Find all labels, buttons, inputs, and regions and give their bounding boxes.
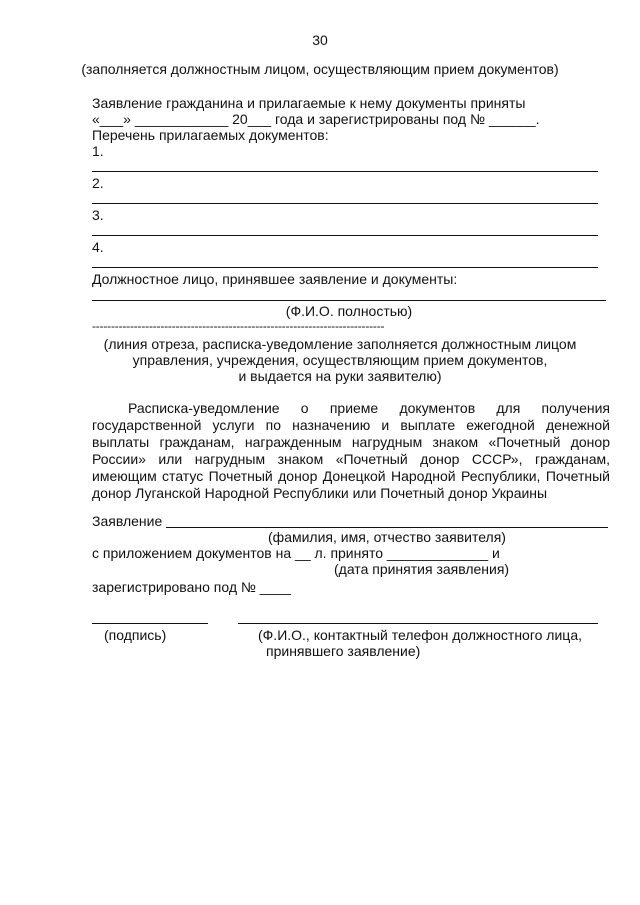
cut-note-line-3: и выдается на руки заявителю) [238, 368, 442, 384]
signature-caption: (подпись) [104, 627, 167, 643]
attachment-line-4 [92, 267, 598, 268]
attachment-item-4: 4. [92, 239, 104, 255]
attachment-item-2: 2. [92, 175, 104, 191]
statement-label: Заявление [92, 513, 163, 529]
attachments-accepted-line: с приложением документов на __ л. принято _____________ и [92, 545, 500, 561]
official-contact-caption-line-2: принявшего заявление) [266, 643, 421, 659]
acceptance-line-1: Заявление гражданина и прилагаемые к нему документы приняты [92, 95, 526, 111]
cut-line: ----------------------------------------------------------------------------- [92, 319, 385, 333]
official-contact-caption-line-1: (Ф.И.О., контактный телефон должностного лица, [258, 627, 582, 643]
receipt-title-paragraph: Расписка-уведомление о приеме документов для получения государственной услуги по назначению и выплате ежегодной денежной выплаты гражданам, награжденным нагрудным знаком «Почетный донор России» или нагрудным знаком «Почетный донор СССР», гражданам, имеющим статус Почетный донор Донецкой Народной Республики, Почетный донор Луганской Народной Республики или Почетный донор Украины [92, 400, 610, 501]
signature-line [92, 623, 208, 624]
cut-note-line-1: (линия отреза, расписка-уведомление заполняется должностным лицом [103, 336, 577, 352]
statement-caption: (фамилия, имя, отчество заявителя) [268, 529, 506, 545]
header-note: (заполняется должностным лицом, осуществляющим прием документов) [81, 61, 559, 77]
acceptance-line-2: «___» ____________ 20___ года и зарегистрированы под № ______. [92, 111, 540, 127]
registered-number: зарегистрировано под № ____ [92, 579, 291, 595]
cut-note-line-2: управления, учреждения, осуществляющим прием документов, [132, 352, 548, 368]
official-name-line [92, 300, 606, 301]
attachment-line-3 [92, 235, 598, 236]
statement-applicant-line [166, 527, 608, 528]
official-caption: (Ф.И.О. полностью) [285, 303, 413, 319]
attachments-list-title: Перечень прилагаемых документов: [92, 127, 329, 143]
attachment-item-1: 1. [92, 143, 104, 159]
attachment-line-1 [92, 171, 598, 172]
page-number: 30 [312, 32, 328, 48]
attachment-line-2 [92, 203, 598, 204]
official-contact-line [238, 623, 598, 624]
date-caption: (дата принятия заявления) [334, 561, 510, 577]
attachment-item-3: 3. [92, 207, 104, 223]
official-label: Должностное лицо, принявшее заявление и документы: [92, 271, 458, 287]
